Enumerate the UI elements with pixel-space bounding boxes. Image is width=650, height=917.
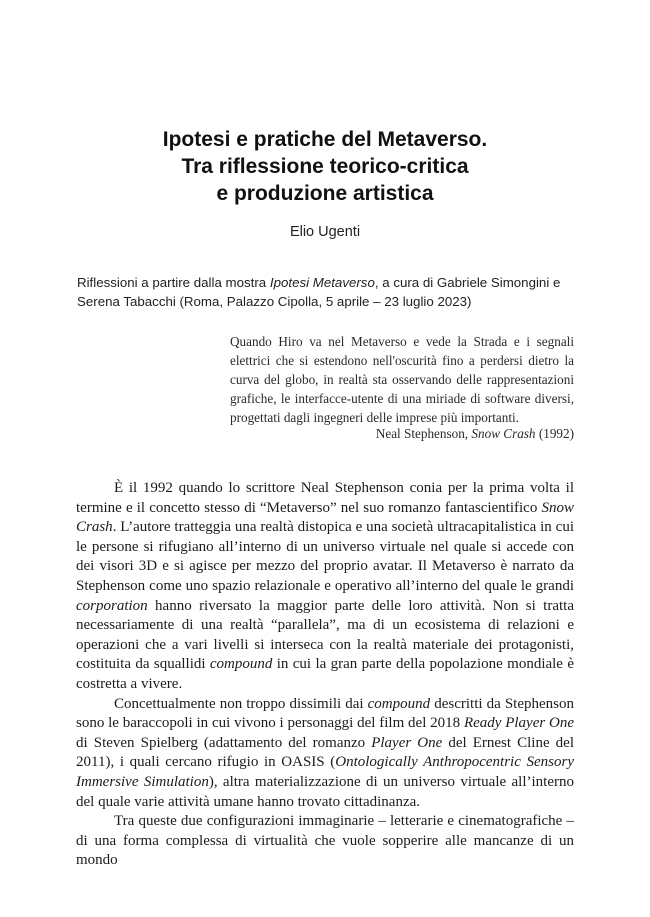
p2-text-2: descritti da Stephenson sono le baraccopoli in cui vivono i personaggi del film del 2018 xyxy=(76,695,574,732)
exhibition-title: Ipotesi Metaverso xyxy=(269,275,375,290)
p2-text-1: Concettualmente non troppo dissimili dai xyxy=(114,695,368,712)
title-line-2: Tra riflessione teorico-critica xyxy=(181,155,469,178)
paragraph-2 xyxy=(76,695,574,813)
p2-text-3: di Steven Spielberg (adattamento del romanzo xyxy=(76,734,372,751)
title-line-1: Ipotesi e pratiche del Metaverso. xyxy=(162,128,488,151)
p3-text-1: Tra queste due configurazioni immaginarie – letterarie e cinematografiche – di una forma complessa di virtualità che vuole sopperire alle mancanze di un mondo xyxy=(76,813,574,869)
author-name: Elio Ugenti xyxy=(289,224,361,240)
p2-text-5: ), altra materializzazione di un universo virtuale all’interno del quale varie attività umane hanno trovato cittadinanza. xyxy=(76,773,574,810)
article-title xyxy=(60,126,590,207)
p2-italic-2: Ready Player One xyxy=(463,715,574,732)
subtitle-text-before: Riflessioni a partire dalla mostra xyxy=(77,275,270,290)
title-line-3: e produzione artistica xyxy=(216,182,434,205)
p2-italic-1: compound xyxy=(367,695,431,712)
paragraph-1 xyxy=(76,479,574,695)
attribution-year: (1992) xyxy=(535,426,574,441)
p2-italic-3: Player One xyxy=(371,734,443,751)
p1-text-4: in cui la gran parte della popolazione mondiale è costretta a vivere. xyxy=(76,656,574,692)
attribution-work: Snow Crash xyxy=(471,426,536,441)
p1-text-1: È il 1992 quando lo scrittore Neal Stephenson conia per la prima volta il termine e il concetto stesso di “Metaverso” nel suo romanzo fantascientifico xyxy=(76,480,574,516)
article-subtitle xyxy=(77,273,587,311)
p1-text-2: . L’autore tratteggia una realtà distopica e una società ultracapitalistica in cui le persone si rifugiano all’interno di un universo virtuale nel quale si accede con dei visori 3D e si agisce per mezzo del proprio avatar. Il Metaverso è narrato da Stephenson come uno spazio relazionale e operativo all’interno del quale le grandi xyxy=(76,519,574,594)
p1-text-3: hanno riversato la maggior parte delle loro attività. Non si tratta necessariamente di una realtà “parallela”, ma di un ecosistema di relazioni e operazioni che a vari livelli si interseca con la realtà materiale dei protagonisti, costituita da squallidi xyxy=(76,597,574,673)
p2-italic-4: Ontologically Anthropocentric Sensory Immersive Simulation xyxy=(76,754,574,790)
epigraph-quote: Quando Hiro va nel Metaverso e vede la Strada e i segnali elettrici che si estendono nell'oscurità fino a perdersi dietro la curva del globo, in realtà sta osservando delle rappresentazioni grafiche, le interfacce-utente di una miriade di software diversi, progettati dagli ingegneri delle imprese più importanti. xyxy=(230,334,574,425)
paragraph-3 xyxy=(76,812,574,871)
article-body xyxy=(76,479,574,871)
attribution-author: Neal Stephenson, xyxy=(375,426,472,441)
p2-text-4: del Ernest Cline del 2011), i quali cercano rifugio in OASIS ( xyxy=(76,734,575,771)
p1-italic-1: Snow Crash xyxy=(76,499,574,536)
p1-italic-3: compound xyxy=(209,656,273,673)
p1-italic-2: corporation xyxy=(76,597,148,614)
subtitle-text-after: , a cura di Gabriele Simongini e Serena Tabacchi (Roma, Palazzo Cipolla, 5 aprile – 23 luglio 2023) xyxy=(77,275,561,309)
epigraph-attribution xyxy=(376,426,574,442)
